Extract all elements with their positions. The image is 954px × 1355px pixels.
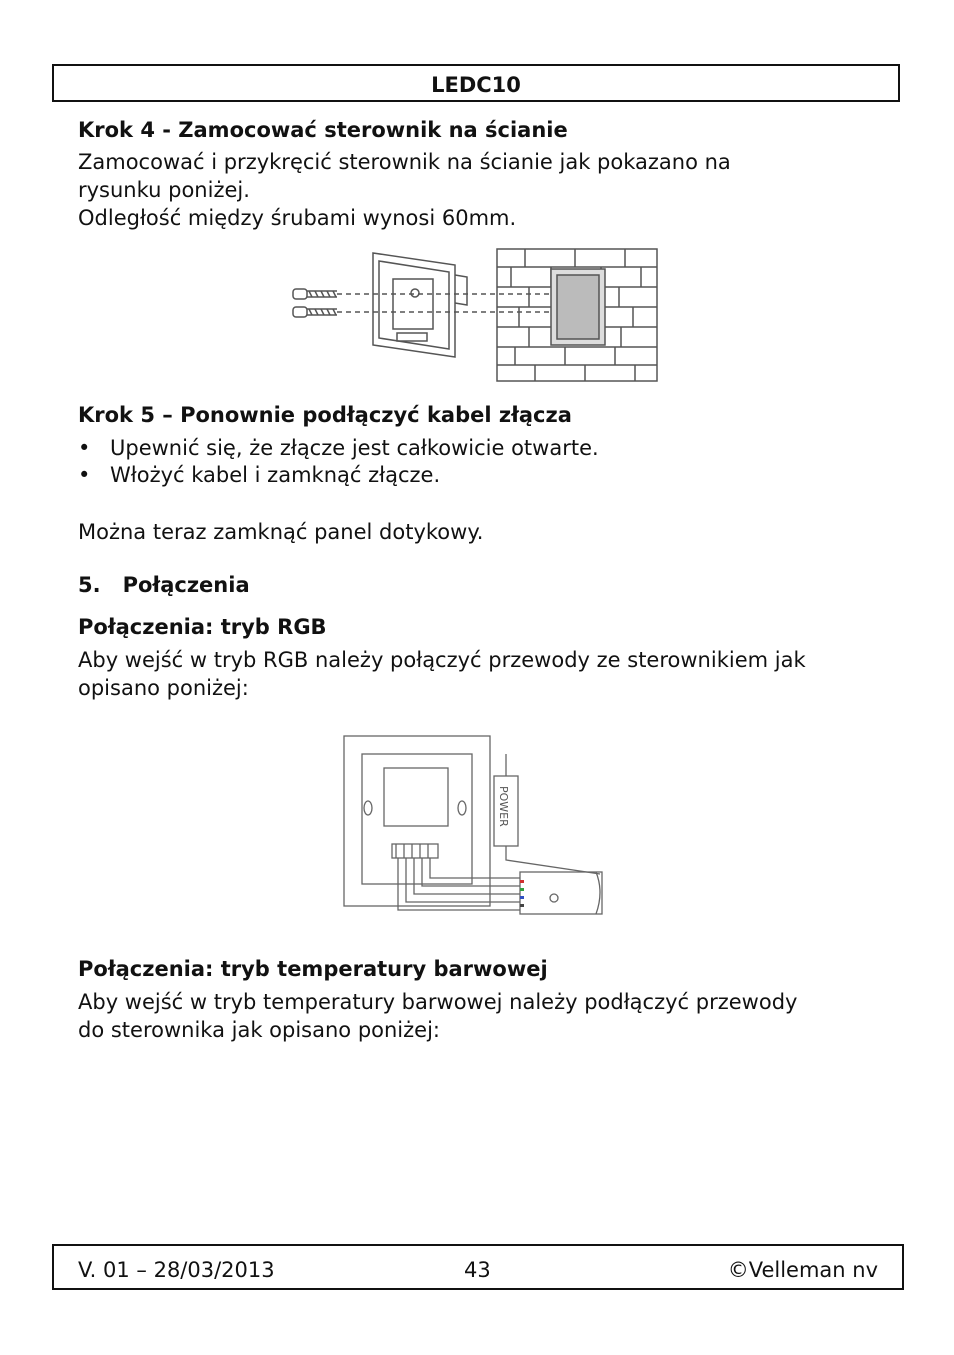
bullet-text: Upewnić się, że złącze jest całkowicie otwarte. xyxy=(110,436,599,460)
step5-heading: Krok 5 – Ponownie podłączyć kabel złącza xyxy=(78,403,572,427)
wall-mount-illustration xyxy=(285,245,665,390)
bullet-text: Włożyć kabel i zamknąć złącze. xyxy=(110,463,441,487)
footer-version: V. 01 – 28/03/2013 xyxy=(78,1258,275,1282)
section-heading xyxy=(78,573,250,597)
cct-text-line2: do sterownika jak opisano poniżej: xyxy=(78,1018,440,1042)
header-box xyxy=(52,64,900,102)
step4-text-line1: Zamocować i przykręcić sterownik na ścianie jak pokazano na xyxy=(78,150,731,174)
bullet-icon: • xyxy=(78,463,91,487)
step4-heading: Krok 4 - Zamocować sterownik na ścianie xyxy=(78,118,568,142)
footer xyxy=(52,1244,904,1290)
cct-text-line1: Aby wejść w tryb temperatury barwowej należy podłączyć przewody xyxy=(78,990,798,1014)
cct-heading: Połączenia: tryb temperatury barwowej xyxy=(78,957,548,981)
step4-text-line3: Odległość między śrubami wynosi 60mm. xyxy=(78,206,517,230)
section-number: 5. xyxy=(78,573,101,597)
step4-text-line2: rysunku poniżej. xyxy=(78,178,250,202)
list-item xyxy=(78,463,440,487)
footer-page-number: 43 xyxy=(464,1258,491,1282)
rgb-heading: Połączenia: tryb RGB xyxy=(78,615,327,639)
rgb-text-line2: opisano poniżej: xyxy=(78,676,249,700)
list-item xyxy=(78,436,599,460)
step5-note: Można teraz zamknąć panel dotykowy. xyxy=(78,520,484,544)
rgb-wiring-diagram xyxy=(340,732,610,924)
footer-copyright: ©Velleman nv xyxy=(727,1258,878,1282)
rgb-text-line1: Aby wejść w tryb RGB należy połączyć przewody ze sterownikiem jak xyxy=(78,648,806,672)
document-title: LEDC10 xyxy=(431,73,521,97)
section-title: Połączenia xyxy=(122,573,250,597)
bullet-icon: • xyxy=(78,436,91,460)
power-label: POWER xyxy=(497,786,510,827)
